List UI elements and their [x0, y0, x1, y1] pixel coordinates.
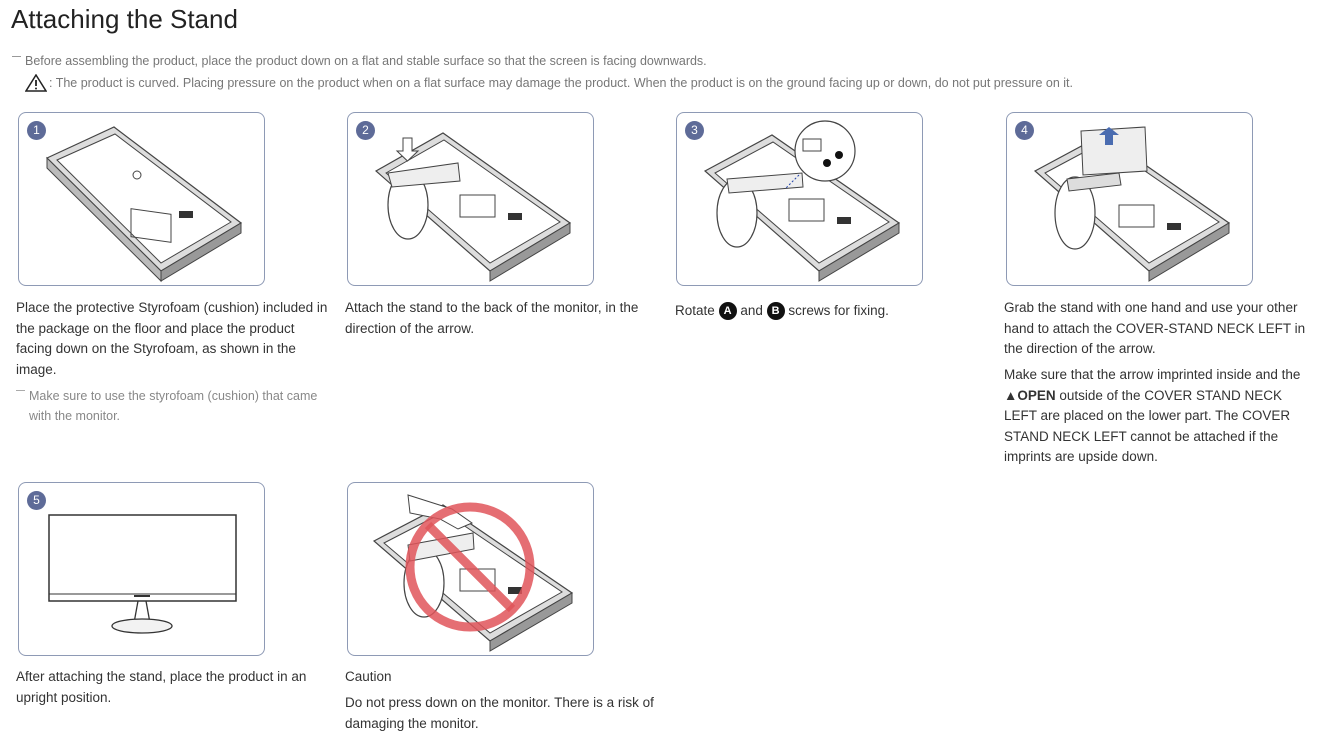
assembly-note-text: Before assembling the product, place the product down on a flat and stable surface so that the screen is facing downwards.	[25, 54, 707, 68]
page-title: Attaching the Stand	[11, 4, 238, 34]
step-number-badge: 3	[685, 121, 704, 140]
step-number-badge: 1	[27, 121, 46, 140]
warning-icon	[25, 74, 47, 92]
step-number-badge: 5	[27, 491, 46, 510]
monitor-on-styrofoam-illustration	[19, 113, 264, 285]
step-3-illustration	[676, 112, 923, 286]
prohibited-icon	[348, 483, 593, 655]
curved-warning	[25, 74, 1073, 92]
caution-text: Do not press down on the monitor. There is a risk of damaging the monitor.	[345, 695, 654, 731]
curved-warning-text: : The product is curved. Placing pressure on the product when on a flat surface may damage the product. When the product is on the ground facing up or down, do not put pressure on it.	[49, 76, 1073, 90]
note-dash	[16, 390, 25, 391]
step-2-caption: Attach the stand to the back of the monitor, in the direction of the arrow.	[345, 300, 639, 336]
step-4-caption-2-post: outside of the COVER STAND NECK LEFT are placed on the lower part. The COVER STAND NECK LEFT cannot be attached if the imprints are upside down.	[1004, 387, 1291, 464]
open-imprint-label: ▲OPEN	[1004, 387, 1056, 403]
step-3-caption	[675, 301, 975, 322]
step-1-illustration	[18, 112, 265, 286]
attach-cover-illustration	[1007, 113, 1252, 285]
step-3-caption-suffix: screws for fixing.	[788, 303, 889, 318]
step-5-illustration	[18, 482, 265, 656]
rotate-screws-illustration	[677, 113, 922, 285]
attach-stand-illustration	[348, 113, 593, 285]
caution-illustration	[347, 482, 594, 656]
step-3-caption-and: and	[740, 303, 763, 318]
step-4-caption: Grab the stand with one hand and use your other hand to attach the COVER-STAND NECK LEFT in the direction of the arrow.	[1004, 300, 1306, 356]
screw-a-label: A	[719, 302, 737, 320]
step-5-caption: After attaching the stand, place the product in an upright position.	[16, 669, 307, 705]
screw-b-label: B	[767, 302, 785, 320]
assembly-note	[12, 54, 707, 68]
step-4-caption-2-pre: Make sure that the arrow imprinted inside and the	[1004, 367, 1301, 382]
note-dash	[12, 56, 21, 57]
step-4-caption-2	[1004, 365, 1316, 468]
upright-monitor-illustration	[19, 483, 264, 655]
step-1-note-text: Make sure to use the styrofoam (cushion) that came with the monitor.	[29, 389, 318, 423]
step-number-badge: 2	[356, 121, 375, 140]
step-2-illustration	[347, 112, 594, 286]
step-number-badge: 4	[1015, 121, 1034, 140]
caution-title: Caution	[345, 669, 392, 684]
step-1-note	[16, 386, 334, 426]
step-1-caption: Place the protective Styrofoam (cushion) included in the package on the floor and place the product facing down on the Styrofoam, as shown in the image.	[16, 300, 328, 377]
step-3-caption-prefix: Rotate	[675, 303, 715, 318]
step-4-illustration	[1006, 112, 1253, 286]
